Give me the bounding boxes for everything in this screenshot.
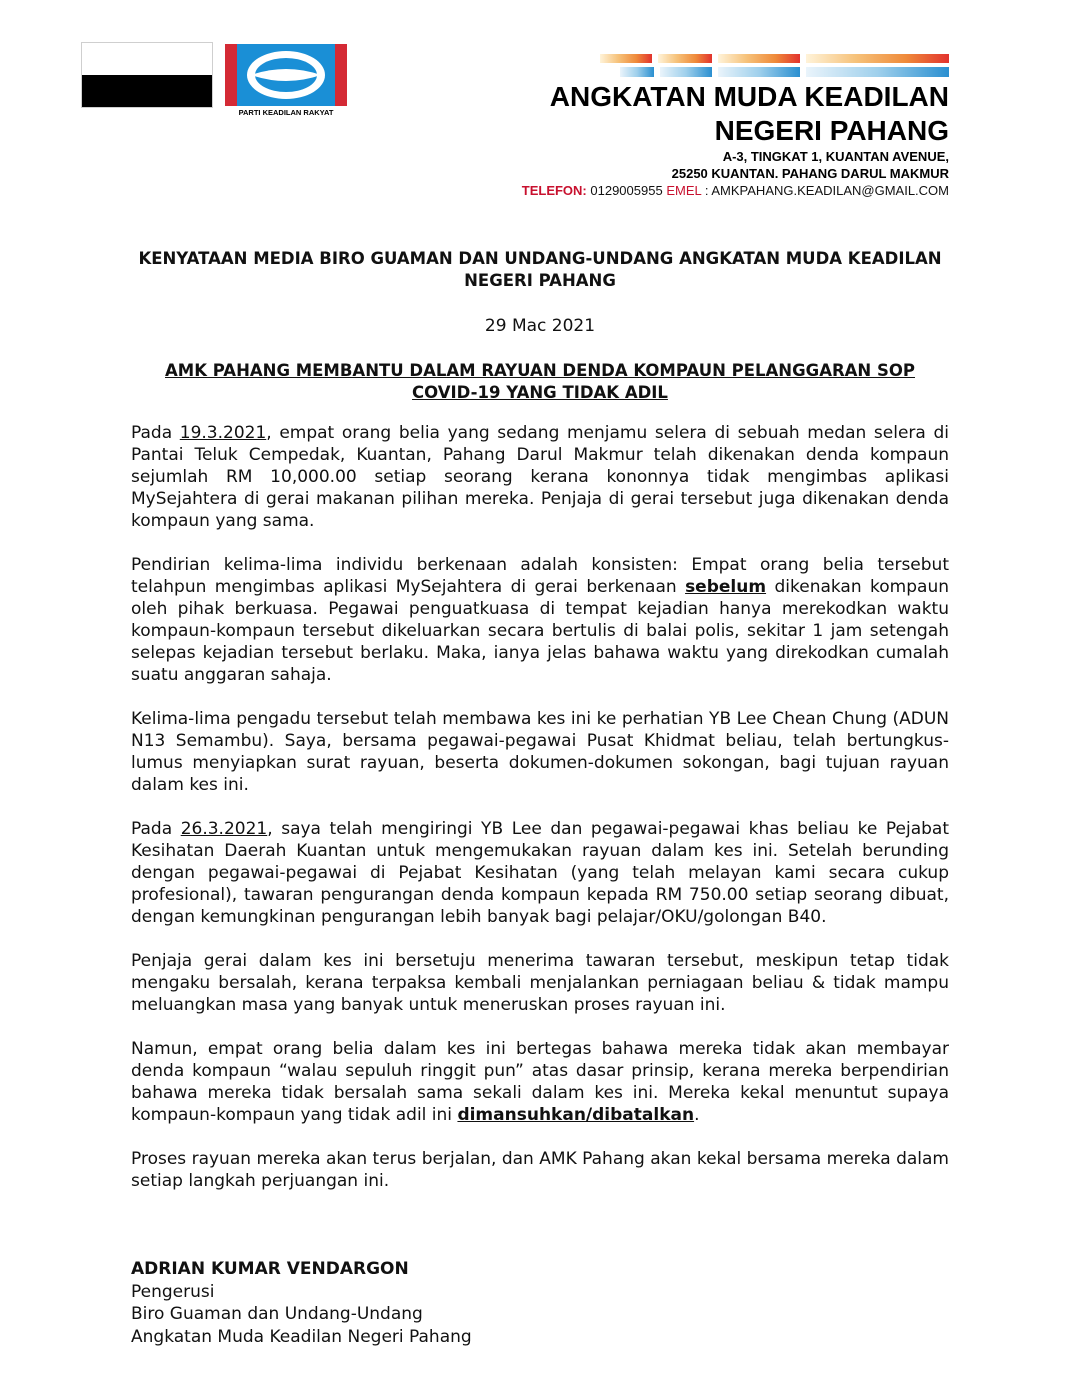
- p2-emphasis: sebelum: [685, 577, 767, 597]
- paragraph-2: [131, 554, 949, 686]
- p1-text-b: , empat orang belia yang sedang menjamu selera di sebuah medan selera di Pantai Teluk Cempedak, Kuantan, Pahang Darul Makmur telah dikenakan denda kompaun sejumlah RM 10,000.00 setiap seorang kerana kononnya tidak mengimbas aplikasi MySejahtera di gerai makanan pilihan mereka. Penjaja di gerai tersebut juga dikenakan denda kompaun yang sama.: [131, 423, 949, 531]
- statement-body: [131, 422, 949, 1214]
- p2-text-b: dikenakan kompaun oleh pihak berkuasa. Pegawai penguatkuasa di tempat kejadian hanya merekodkan waktu kompaun-kompaun tersebut dikeluarkan secara bertulis di balai polis, sekitar 1 jam setengah selepas kejadian tersebut berlaku. Maka, ianya jelas bahawa waktu yang direkodkan cumalah suatu anggaran sahaja.: [131, 577, 949, 685]
- p2-text-a: Pendirian kelima-lima individu berkenaan adalah konsisten: Empat orang belia tersebut telahpun mengimbas aplikasi MySejahtera di gerai berkenaan: [131, 555, 949, 597]
- signatory-role: Pengerusi: [131, 1281, 215, 1302]
- org-title-line1: ANGKATAN MUDA KEADILAN: [549, 81, 949, 112]
- phone-label: TELEFON:: [521, 183, 587, 198]
- color-stripes-decoration: [600, 54, 949, 80]
- logo-caption: PARTI KEADILAN RAKYAT: [238, 108, 334, 117]
- paragraph-4: [131, 818, 949, 928]
- signatory-name: ADRIAN KUMAR VENDARGON: [131, 1259, 409, 1279]
- p6-text-a: Namun, empat orang belia dalam kes ini bertegas bahawa mereka tidak akan membayar denda kompaun “walau sepuluh ringgit pun” atas dasar prinsip, kerana mereka berpendirian bahawa mereka tidak bersalah sama sekali dalam kes ini. Mereka kekal menuntut supaya kompaun-kompaun yang tidak adil ini: [131, 1039, 949, 1125]
- black-white-flag-logo: [81, 42, 213, 108]
- organization-title: [550, 80, 949, 148]
- paragraph-5: Penjaja gerai dalam kes ini bersetuju menerima tawaran tersebut, meskipun tetap tidak mengaku bersalah, kerana terpaksa kembali menjalankan perniagaan beliau & tidak mampu meluangkan masa yang banyak untuk meneruskan proses rayuan ini.: [131, 951, 949, 1015]
- paragraph-1: [131, 422, 949, 532]
- p4-text-b: , saya telah mengiringi YB Lee dan pegawai-pegawai khas beliau ke Pejabat Kesihatan Daerah Kuantan untuk mengemukakan rayuan dalam kes ini. Setelah berunding dengan pegawai-pegawai di Pejabat Kesihatan (yang telah melayan kami secara cukup profesional), tawaran pengurangan denda kompaun kepada RM 750.00 setiap seorang dibuat, dengan kemungkinan pengurangan lebih banyak bagi pelajar/OKU/golongan B40.: [131, 819, 949, 927]
- address-block: [672, 148, 949, 182]
- address-line2: 25250 KUANTAN. PAHANG DARUL MAKMUR: [671, 166, 949, 181]
- pkr-logo: [225, 44, 347, 118]
- email-address: : AMKPAHANG.KEADILAN@GMAIL.COM: [704, 183, 949, 198]
- address-line1: A-3, TINGKAT 1, KUANTAN AVENUE,: [722, 149, 949, 164]
- p6-emphasis: dimansuhkan/dibatalkan: [457, 1105, 695, 1125]
- p1-date: 19.3.2021: [179, 423, 267, 443]
- signatory-organization: Angkatan Muda Keadilan Negeri Pahang: [131, 1326, 472, 1347]
- signature-block: [131, 1258, 472, 1348]
- paragraph-3: Kelima-lima pengadu tersebut telah membawa kes ini ke perhatian YB Lee Chean Chung (ADUN N13 Semambu). Saya, bersama pegawai-pegawai Pusat Khidmat beliau, telah bertungkus-lumus menyiapkan surat rayuan, beserta dokumen-dokumen sokongan, bagi tujuan rayuan dalam kes ini.: [131, 709, 949, 795]
- contact-line: [522, 182, 949, 199]
- signatory-bureau: Biro Guaman dan Undang-Undang: [131, 1304, 423, 1324]
- paragraph-6: [131, 1038, 949, 1126]
- statement-headline: AMK PAHANG MEMBANTU DALAM RAYUAN DENDA KOMPAUN PELANGGARAN SOP COVID-19 YANG TIDAK ADIL: [165, 361, 915, 402]
- p4-date: 26.3.2021: [180, 819, 268, 839]
- phone-number: 0129005955: [590, 183, 663, 198]
- p1-text-a: Pada: [131, 423, 180, 443]
- statement-title: KENYATAAN MEDIA BIRO GUAMAN DAN UNDANG-UNDANG ANGKATAN MUDA KEADILAN NEGERI PAHANG: [138, 249, 942, 290]
- paragraph-7: Proses rayuan mereka akan terus berjalan, dan AMK Pahang akan kekal bersama mereka dalam setiap langkah perjuangan ini.: [131, 1149, 949, 1191]
- p6-text-b: .: [694, 1105, 700, 1125]
- statement-date: 29 Mac 2021: [484, 316, 596, 336]
- p4-text-a: Pada: [131, 819, 181, 839]
- org-title-line2: NEGERI PAHANG: [714, 115, 949, 146]
- email-label: EMEL: [666, 183, 702, 198]
